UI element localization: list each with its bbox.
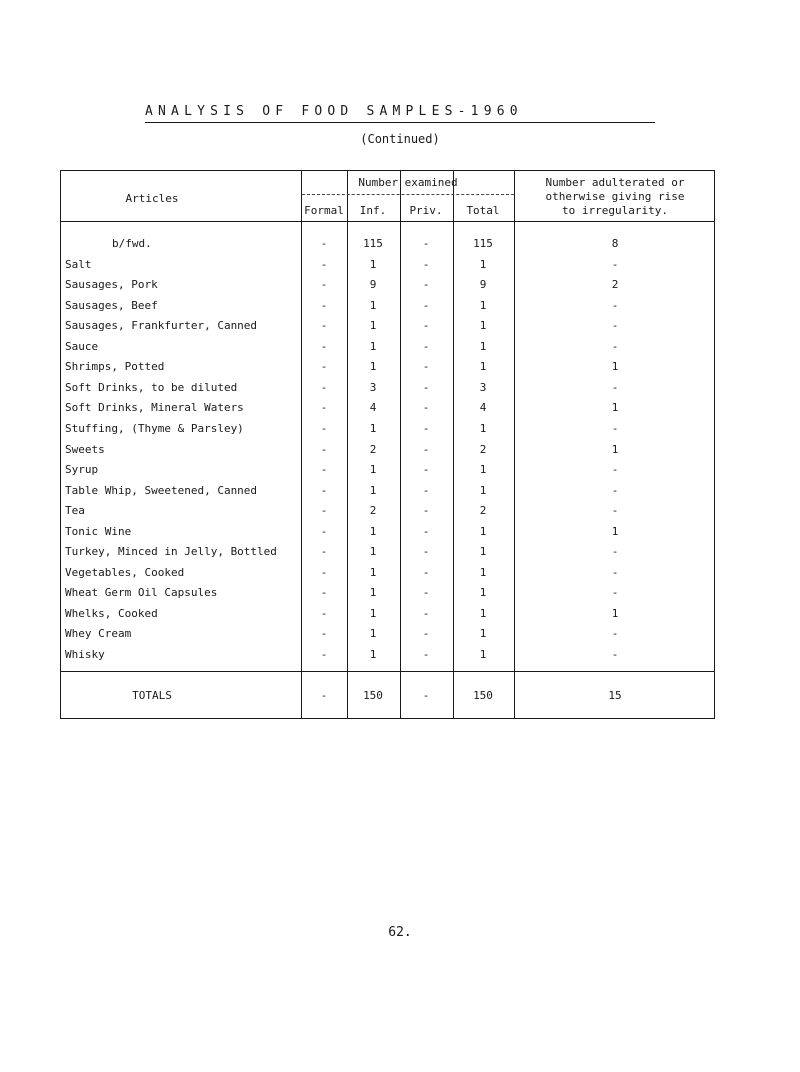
header-inf: Inf. [359, 204, 387, 217]
table-cell-adulterated: - [611, 258, 619, 271]
table-cell-formal: - [320, 484, 328, 497]
table-cell-inf: 1 [369, 258, 377, 271]
totals-total: 150 [473, 689, 493, 702]
table-cell-priv: - [422, 443, 430, 456]
header-articles: Articles [125, 192, 179, 205]
table-cell-priv: - [422, 545, 430, 558]
table-cell-formal: - [320, 607, 328, 620]
table-cell-adulterated: 1 [611, 525, 619, 538]
page-number: 62. [388, 925, 412, 940]
table-cell-priv: - [422, 278, 430, 291]
table-cell-formal: - [320, 627, 328, 640]
table-row-article: Whelks, Cooked [65, 607, 158, 620]
table-cell-total: 1 [479, 360, 487, 373]
table-cell-total: 1 [479, 627, 487, 640]
table-cell-inf: 2 [369, 504, 377, 517]
header-formal: Formal [304, 204, 344, 217]
table-cell-formal: - [320, 258, 328, 271]
table-cell-priv: - [422, 525, 430, 538]
table-cell-priv: - [422, 484, 430, 497]
table-cell-inf: 3 [369, 381, 377, 394]
table-cell-priv: - [422, 648, 430, 661]
header-adulterated-line1: Number adulterated or [545, 176, 685, 189]
table-cell-inf: 1 [369, 627, 377, 640]
column-divider-formal [347, 171, 348, 718]
table-cell-total: 115 [473, 237, 493, 250]
table-cell-formal: - [320, 401, 328, 414]
table-cell-priv: - [422, 627, 430, 640]
table-row-article: Shrimps, Potted [65, 360, 165, 373]
table-cell-inf: 1 [369, 648, 377, 661]
table-cell-formal: - [320, 340, 328, 353]
table-row-article: Sauce [65, 340, 99, 353]
table-cell-priv: - [422, 258, 430, 271]
table-cell-inf: 9 [369, 278, 377, 291]
table-row-article: Soft Drinks, Mineral Waters [65, 401, 244, 414]
header-number-examined: Number examined [358, 176, 458, 189]
table-cell-total: 3 [479, 381, 487, 394]
totals-priv: - [422, 689, 430, 702]
table-cell-adulterated: - [611, 648, 619, 661]
totals-label: TOTALS [132, 689, 172, 702]
table-cell-adulterated: - [611, 463, 619, 476]
table-cell-total: 1 [479, 299, 487, 312]
table-cell-formal: - [320, 566, 328, 579]
table-cell-total: 1 [479, 586, 487, 599]
table-border-right [714, 171, 715, 718]
table-cell-adulterated: 1 [611, 607, 619, 620]
table-row-article: b/fwd. [112, 237, 152, 250]
table-row-article: Sausages, Frankfurter, Canned [65, 319, 258, 332]
table-cell-inf: 1 [369, 319, 377, 332]
table-cell-inf: 1 [369, 340, 377, 353]
table-cell-adulterated: 1 [611, 401, 619, 414]
table-cell-inf: 1 [369, 484, 377, 497]
table-cell-formal: - [320, 360, 328, 373]
table-cell-priv: - [422, 463, 430, 476]
table-cell-adulterated: 8 [611, 237, 619, 250]
table-cell-adulterated: - [611, 319, 619, 332]
table-cell-inf: 1 [369, 422, 377, 435]
column-divider-inf [400, 171, 401, 718]
table-cell-inf: 1 [369, 299, 377, 312]
table-cell-total: 1 [479, 545, 487, 558]
table-cell-formal: - [320, 463, 328, 476]
table-cell-inf: 1 [369, 525, 377, 538]
table-cell-inf: 4 [369, 401, 377, 414]
table-row-article: Wheat Germ Oil Capsules [65, 586, 218, 599]
table-cell-adulterated: - [611, 484, 619, 497]
table-cell-total: 1 [479, 607, 487, 620]
table-row-article: Sausages, Beef [65, 299, 158, 312]
table-cell-priv: - [422, 586, 430, 599]
table-cell-adulterated: - [611, 545, 619, 558]
table-cell-adulterated: - [611, 504, 619, 517]
table-cell-adulterated: 2 [611, 278, 619, 291]
table-cell-formal: - [320, 237, 328, 250]
table-cell-adulterated: 1 [611, 360, 619, 373]
table-cell-priv: - [422, 319, 430, 332]
table-cell-inf: 115 [363, 237, 383, 250]
table-cell-formal: - [320, 422, 328, 435]
totals-top-rule [60, 671, 715, 672]
table-cell-total: 1 [479, 422, 487, 435]
table-cell-inf: 1 [369, 607, 377, 620]
table-cell-priv: - [422, 381, 430, 394]
table-cell-inf: 1 [369, 463, 377, 476]
table-cell-total: 9 [479, 278, 487, 291]
table-cell-formal: - [320, 381, 328, 394]
header-total: Total [466, 204, 500, 217]
table-cell-total: 2 [479, 504, 487, 517]
table-cell-adulterated: - [611, 566, 619, 579]
table-row-article: Soft Drinks, to be diluted [65, 381, 238, 394]
table-cell-priv: - [422, 299, 430, 312]
table-cell-total: 1 [479, 463, 487, 476]
table-row-article: Sweets [65, 443, 105, 456]
table-cell-adulterated: 1 [611, 443, 619, 456]
table-cell-formal: - [320, 319, 328, 332]
table-cell-priv: - [422, 504, 430, 517]
table-cell-total: 1 [479, 484, 487, 497]
table-cell-priv: - [422, 566, 430, 579]
table-cell-priv: - [422, 401, 430, 414]
table-cell-priv: - [422, 607, 430, 620]
table-cell-inf: 1 [369, 566, 377, 579]
table-cell-total: 1 [479, 566, 487, 579]
table-row-article: Salt [65, 258, 92, 271]
table-row-article: Vegetables, Cooked [65, 566, 185, 579]
header-bottom-rule [60, 221, 715, 222]
table-cell-inf: 1 [369, 545, 377, 558]
table-cell-adulterated: - [611, 627, 619, 640]
table-cell-inf: 1 [369, 586, 377, 599]
column-divider-priv [453, 171, 454, 718]
table-cell-priv: - [422, 422, 430, 435]
table-row-article: Sausages, Pork [65, 278, 158, 291]
table-cell-formal: - [320, 299, 328, 312]
header-adulterated-line2: otherwise giving rise [545, 190, 685, 203]
table-cell-inf: 1 [369, 360, 377, 373]
table-cell-adulterated: - [611, 340, 619, 353]
table-cell-priv: - [422, 360, 430, 373]
table-cell-formal: - [320, 278, 328, 291]
table-cell-total: 1 [479, 648, 487, 661]
table-cell-inf: 2 [369, 443, 377, 456]
header-adulterated-line3: to irregularity. [562, 204, 668, 217]
title-underline [145, 122, 655, 123]
table-cell-formal: - [320, 504, 328, 517]
totals-adulterated: 15 [608, 689, 622, 702]
table-row-article: Syrup [65, 463, 99, 476]
table-row-article: Whisky [65, 648, 105, 661]
number-examined-rule [302, 194, 514, 195]
table-cell-priv: - [422, 340, 430, 353]
table-cell-adulterated: - [611, 381, 619, 394]
table-row-article: Tonic Wine [65, 525, 132, 538]
table-cell-total: 1 [479, 258, 487, 271]
column-divider-total [514, 171, 515, 718]
table-cell-total: 2 [479, 443, 487, 456]
table-row-article: Stuffing, (Thyme & Parsley) [65, 422, 244, 435]
table-cell-formal: - [320, 586, 328, 599]
table-cell-adulterated: - [611, 422, 619, 435]
table-row-article: Whey Cream [65, 627, 132, 640]
table-cell-total: 1 [479, 319, 487, 332]
table-border-left [60, 171, 61, 718]
column-divider-articles [301, 171, 302, 718]
table-cell-formal: - [320, 443, 328, 456]
totals-inf: 150 [363, 689, 383, 702]
table-cell-total: 1 [479, 525, 487, 538]
table-cell-total: 1 [479, 340, 487, 353]
table-cell-adulterated: - [611, 586, 619, 599]
table-cell-formal: - [320, 648, 328, 661]
table-row-article: Tea [65, 504, 85, 517]
food-samples-table [60, 170, 715, 719]
table-cell-formal: - [320, 545, 328, 558]
table-cell-priv: - [422, 237, 430, 250]
table-row-article: Table Whip, Sweetened, Canned [65, 484, 258, 497]
table-cell-formal: - [320, 525, 328, 538]
document-title: ANALYSIS OF FOOD SAMPLES-1960 [145, 104, 523, 119]
document-subtitle: (Continued) [360, 132, 440, 146]
totals-formal: - [320, 689, 328, 702]
table-cell-adulterated: - [611, 299, 619, 312]
table-row-article: Turkey, Minced in Jelly, Bottled [65, 545, 277, 558]
table-cell-total: 4 [479, 401, 487, 414]
header-priv: Priv. [409, 204, 443, 217]
